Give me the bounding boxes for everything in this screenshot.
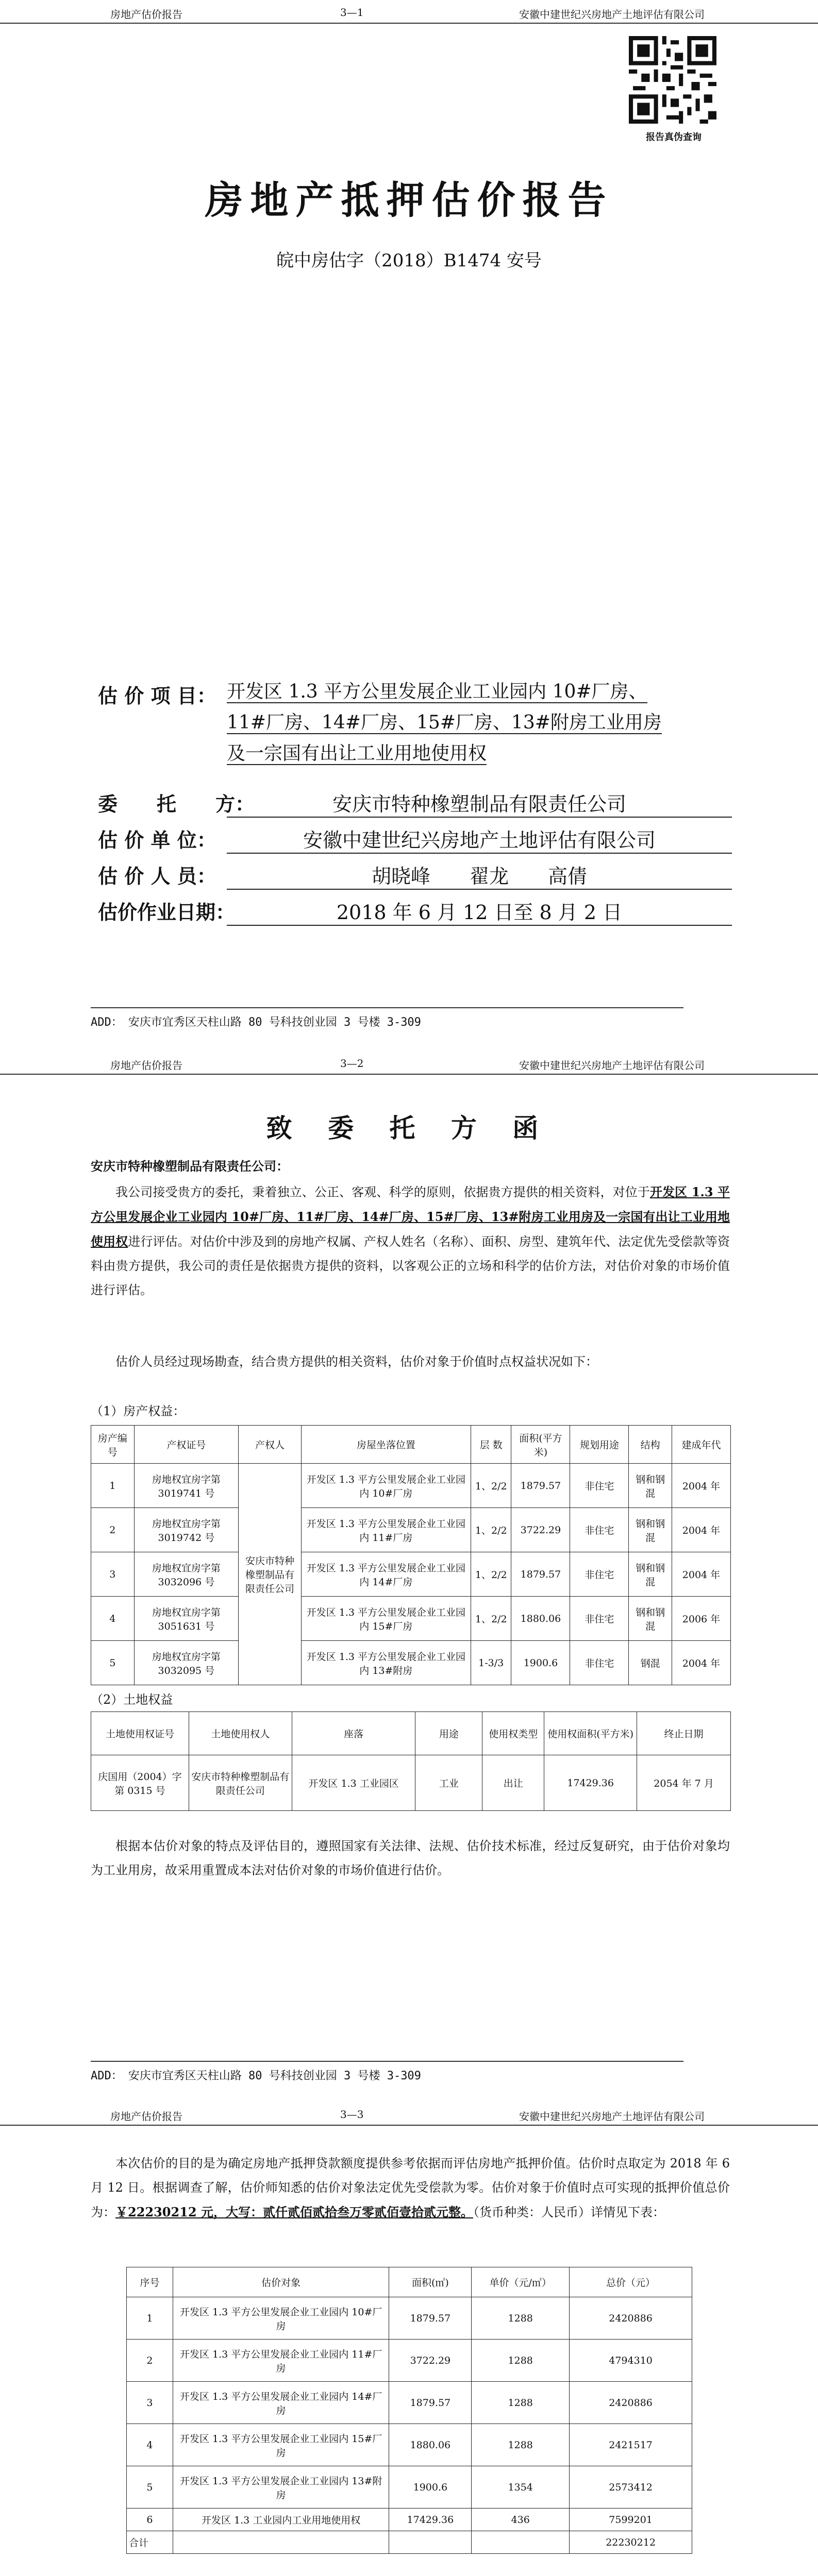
appraiser-label: 估 价 单 位：: [98, 828, 216, 852]
header-left: 房地产估价报告: [110, 8, 182, 21]
house-owner-cell: 安庆市特种橡塑制品有限责任公司: [239, 1464, 302, 1685]
table-row: 4 房地权宜房字第 3051631 号 开发区 1.3 平方公里发展企业工业园内 15#厂房 1、2/2 1880.06 非住宅 钢和钢混 2006 年: [91, 1597, 731, 1641]
table-row: 6 开发区 1.3 工业园内工业用地使用权 17429.36 436 7599201: [127, 2509, 692, 2531]
letter-paragraph-1: 我公司接受贵方的委托，秉着独立、公正、客观、科学的原则，依据贵方提供的相关资料，对位于开发区 1.3 平方公里发展企业工业园内 10#厂房、11#厂房、14#厂房、15#厂房、13#附房工业用房及一宗国有出让工业用地使用权进行评估。对估价中涉及到的房地产权属、产权人姓名（名称）、面积、房型、建筑年代、法定优先受偿款等资料由贵方提供，我公司的责任是依据贵方提供的资料，以客观公正的立场和科学的估价方法，对估价对象的市场价值进行评估。: [91, 1184, 730, 1297]
table-row: 2 开发区 1.3 平方公里发展企业工业园内 11#厂房 3722.29 1288 4794310: [127, 2340, 692, 2382]
letter-heading: 致 委 托 方 函: [266, 1113, 552, 1143]
report-doc-number: 皖中房估字（2018）B1474 安号: [276, 250, 542, 271]
house-rights-caption: （1）房产权益：: [91, 1404, 186, 1418]
subject-property: 开发区 1.3 平方公里发展企业工业园内 10#厂房、11#厂房、14#厂房、15#厂房、13#附房工业用房及一宗国有出让工业用地使用权: [91, 1184, 730, 1249]
table-row: 1 开发区 1.3 平方公里发展企业工业园内 10#厂房 1879.57 1288 2420886: [127, 2297, 692, 2340]
table-row: 庆国用（2004）字第 0315 号 安庆市特种橡塑制品有限责任公司 开发区 1.3 工业园区 工业 出让 17429.36 2054 年 7 月: [91, 1755, 731, 1811]
value-page: [0, 2102, 818, 2576]
header-page-number: 3—3: [340, 2108, 364, 2121]
appraiser-value: 安徽中建世纪兴房地产土地评估有限公司: [227, 824, 732, 854]
running-header: [0, 2, 818, 24]
table-header-row: 房产编号 产权证号 产权人 房屋坐落位置 层 数 面积(平方米) 规划用途 结构 建成年代: [91, 1426, 731, 1464]
header-right: 安徽中建世纪兴房地产土地评估有限公司: [519, 8, 705, 21]
total-value: ￥22230212 元，大写：贰仟贰佰贰拾叁万零贰佰壹拾贰元整。: [115, 2205, 473, 2219]
header-left: 房地产估价报告: [110, 2110, 182, 2123]
table-row: 1 房地权宜房字第 3019741 号 安庆市特种橡塑制品有限责任公司 开发区 1.3 平方公里发展企业工业园内 10#厂房 1、2/2 1879.57 非住宅 钢和钢混 2004 年: [91, 1464, 731, 1508]
letter-paragraph-2: 估价人员经过现场勘查，结合贵方提供的相关资料，估价对象于价值时点权益状况如下：: [115, 1354, 598, 1369]
project-line-1: 开发区 1.3 平方公里发展企业工业园内 10#厂房、: [227, 681, 647, 702]
valuers-label: 估 价 人 员：: [98, 865, 216, 888]
table-row: 5 开发区 1.3 平方公里发展企业工业园内 13#附房 1900.6 1354 2573412: [127, 2466, 692, 2509]
header-left: 房地产估价报告: [110, 1059, 182, 1072]
report-title: 房地产抵押估价报告: [205, 178, 613, 223]
running-header: [0, 1053, 818, 1075]
value-paragraph: 本次估价的目的是为确定房地产抵押贷款额度提供参考依据而评估房地产抵押价值。估价时点取定为 2018 年 6 月 12 日。根据调查了解，估价师知悉的估价对象法定优先受偿款为零。估价对象于价值时点可实现的抵押价值总价为：￥22230212 元，大写：贰仟贰佰贰拾叁万零贰佰壹拾贰元整。（货币种类：人民币）详情见下表：: [91, 2156, 730, 2219]
house-rights-table: [91, 1425, 731, 1685]
client-label: 委 托 方：: [98, 792, 255, 816]
table-row: 4 开发区 1.3 平方公里发展企业工业园内 15#厂房 1880.06 1288 2421517: [127, 2424, 692, 2466]
letter-addressee: 安庆市特种橡塑制品有限责任公司：: [91, 1159, 289, 1174]
letter-paragraph-3: 根据本估价对象的特点及评估目的，遵照国家有关法律、法规、估价技术标准，经过反复研究，由于估价对象均为工业用房，故采用重置成本法对估价对象的市场价值进行估价。: [91, 1839, 730, 1877]
running-header: [0, 2104, 818, 2126]
date-value: 2018 年 6 月 12 日至 8 月 2 日: [227, 896, 732, 926]
project-line-2: 11#厂房、14#厂房、15#厂房、13#附房工业用房: [227, 712, 662, 733]
cover-page: [0, 0, 818, 1051]
date-label: 估价作业日期：: [98, 901, 236, 924]
header-page-number: 3—1: [340, 6, 364, 19]
header-page-number: 3—2: [340, 1057, 364, 1070]
valuers-value: 胡晓峰 翟龙 高倩: [227, 860, 732, 890]
table-row: 5 房地权宜房字第 3032095 号 开发区 1.3 平方公里发展企业工业园内 13#附房 1-3/3 1900.6 非住宅 钢混 2004 年: [91, 1641, 731, 1685]
land-rights-caption: （2）土地权益: [91, 1692, 173, 1707]
table-sum-row: 合计 22230212: [127, 2531, 692, 2554]
page-footer: ADD： 安庆市宜秀区天柱山路 80 号科技创业园 3 号楼 3-309: [91, 1007, 683, 1029]
table-row: 3 开发区 1.3 平方公里发展企业工业园内 14#厂房 1879.57 1288 2420886: [127, 2382, 692, 2424]
header-right: 安徽中建世纪兴房地产土地评估有限公司: [519, 1059, 705, 1072]
header-right: 安徽中建世纪兴房地产土地评估有限公司: [519, 2110, 705, 2123]
value-table: [126, 2267, 692, 2554]
client-value: 安庆市特种橡塑制品有限责任公司: [227, 788, 732, 818]
page-footer: ADD： 安庆市宜秀区天柱山路 80 号科技创业园 3 号楼 3-309: [91, 2061, 683, 2083]
sum-total: 22230212: [570, 2531, 692, 2554]
qr-code-icon[interactable]: [629, 36, 716, 124]
table-header-row: 序号 估价对象 面积(㎡) 单价（元/㎡） 总价（元）: [127, 2267, 692, 2297]
table-header-row: 土地使用权证号 土地使用权人 座落 用途 使用权类型 使用权面积(平方米) 终止日期: [91, 1712, 731, 1755]
land-rights-table: [91, 1711, 731, 1811]
table-row: 3 房地权宜房字第 3032096 号 开发区 1.3 平方公里发展企业工业园内 14#厂房 1、2/2 1879.57 非住宅 钢和钢混 2004 年: [91, 1552, 731, 1597]
project-label: 估 价 项 目：: [98, 684, 216, 707]
table-row: 2 房地权宜房字第 3019742 号 开发区 1.3 平方公里发展企业工业园内 11#厂房 1、2/2 3722.29 非住宅 钢和钢混 2004 年: [91, 1508, 731, 1552]
qr-caption: 报告真伪查询: [646, 132, 702, 143]
project-line-3: 及一宗国有出让工业用地使用权: [227, 743, 487, 764]
letter-page: [0, 1051, 818, 2102]
